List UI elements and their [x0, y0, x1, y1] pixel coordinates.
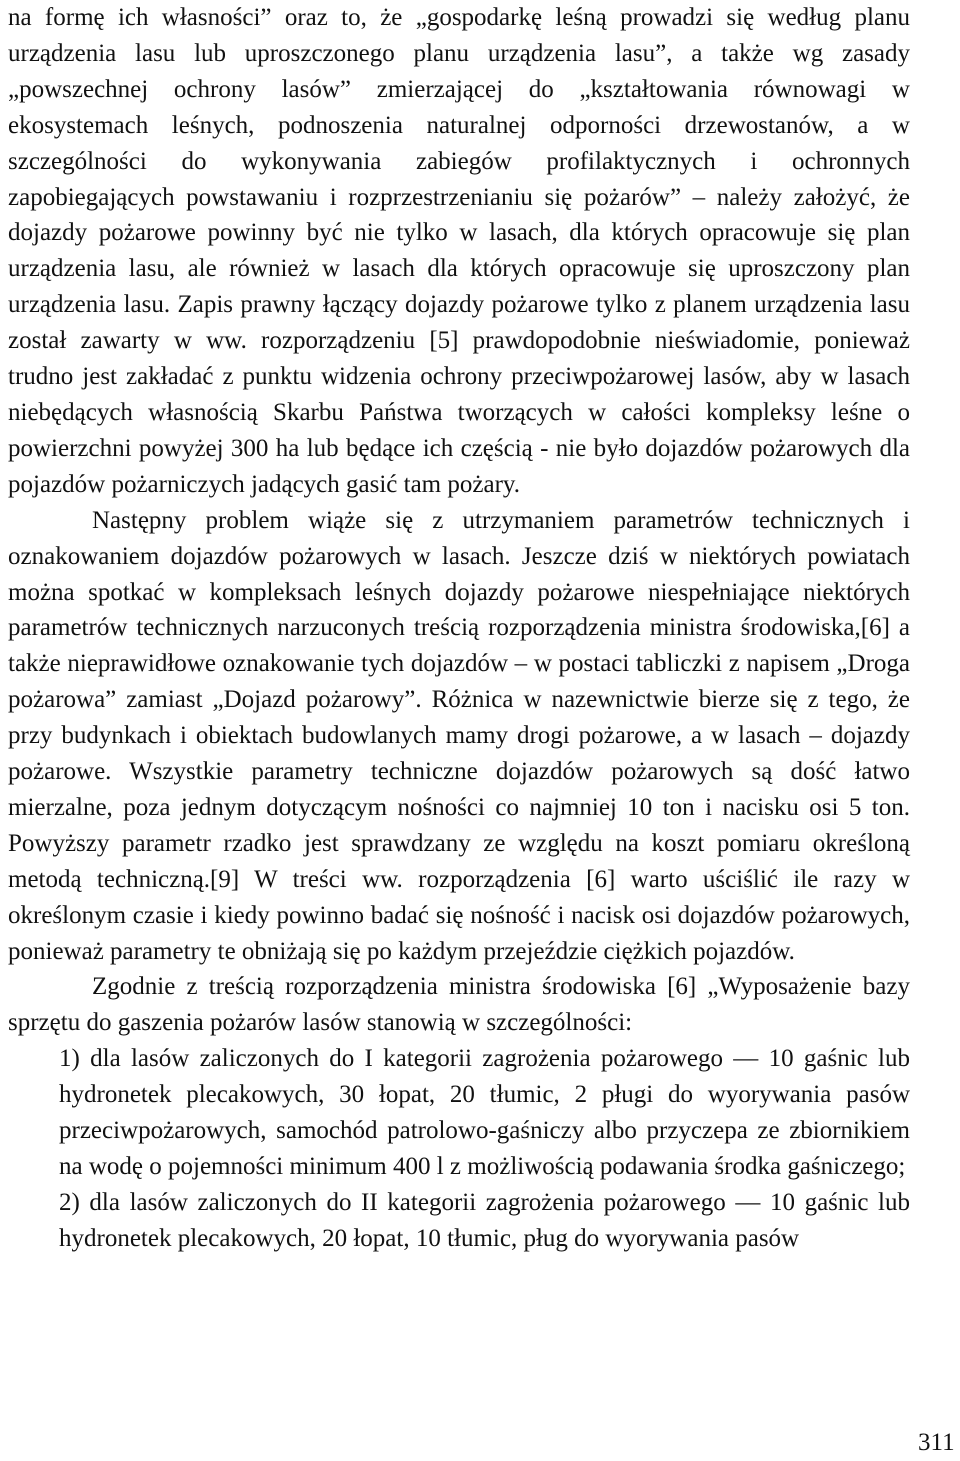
body-text	[8, 0, 910, 1257]
paragraph-parameters: Następny problem wiąże się z utrzymaniem parametrów technicznych i oznakowaniem dojazdów pożarowych w lasach. Jeszcze dziś w niektórych powiatach można spotkać w kompleksach leśnych dojazdy pożarowe niespełniające niektórych parametrów technicznych narzuconych treścią rozporządzenia ministra środowiska,[6] a także nieprawidłowe oznakowanie tych dojazdów – w postaci tabliczki z napisem „Droga pożarowa” zamiast „Dojazd pożarowy”. Różnica w nazewnictwie bierze się z tego, że przy budynkach i obiektach budowlanych mamy drogi pożarowe, a w lasach – dojazdy pożarowe. Wszystkie parametry techniczne dojazdów pożarowych są dość łatwo mierzalne, poza jednym dotyczącym nośności co najmniej 10 ton i nacisku osi 5 ton. Powyższy parametr rzadko jest sprawdzany ze względu na koszt pomiaru określoną metodą techniczną.[9] W treści ww. rozporządzenia [6] warto uściślić ile razy w określonym czasie i kiedy powinno badać się nośność i nacisk osi dojazdów pożarowych, ponieważ parametry te obniżają się po każdym przejeździe ciężkich pojazdów.	[8, 506, 910, 965]
paragraph-continuation: na formę ich własności” oraz to, że „gospodarkę leśną prowadzi się według planu urządzenia lasu lub uproszczonego planu urządzenia lasu”, a także wg zasady „powszechnej ochrony lasów” zmierzającej do „kształtowania równowagi w ekosystemach leśnych, podnoszenia naturalnej odporności drzewostanów, a w szczególności do wykonywania zabiegów profilaktycznych i ochronnych zapobiegających powstawaniu i rozprzestrzenianiu się pożarów” – należy założyć, że dojazdy pożarowe powinny być nie tylko w lasach, dla których opracowuje się plan urządzenia lasu, ale również w lasach dla których opracowuje się uproszczony plan urządzenia lasu. Zapis prawny łączący dojazdy pożarowe tylko z planem urządzenia lasu został zawarty w ww. rozporządzeniu [5] prawdopodobnie nieświadomie, ponieważ trudno jest zakładać z punktu widzenia ochrony przeciwpożarowej lasów, aby w lasach niebędących własnością Skarbu Państwa tworzących w całości kompleksy leśne o powierzchni powyżej 300 ha lub będące ich częścią - nie było dojazdów pożarowych dla pojazdów pożarniczych jadących gasić tam pożary.	[8, 4, 910, 498]
paragraph-equipment: Zgodnie z treścią rozporządzenia ministra środowiska [6] „Wyposażenie bazy sprzętu do gaszenia pożarów lasów stanowią w szczególności:	[8, 973, 910, 1037]
list-item-category-1: 1) dla lasów zaliczonych do I kategorii zagrożenia pożarowego — 10 gaśnic lub hydronetek plecakowych, 30 łopat, 20 tłumic, 2 pługi do wyorywania pasów przeciwpożarowych, samochód patrolowo-gaśniczy albo przyczepa ze zbiornikiem na wodę o pojemności minimum 400 l z możliwością podawania środka gaśniczego;	[59, 1045, 910, 1180]
page-number: 311	[918, 1429, 955, 1456]
list-item-category-2: 2) dla lasów zaliczonych do II kategorii zagrożenia pożarowego — 10 gaśnic lub hydronetek plecakowych, 20 łopat, 10 tłumic, pług do wyorywania pasów	[59, 1188, 910, 1252]
